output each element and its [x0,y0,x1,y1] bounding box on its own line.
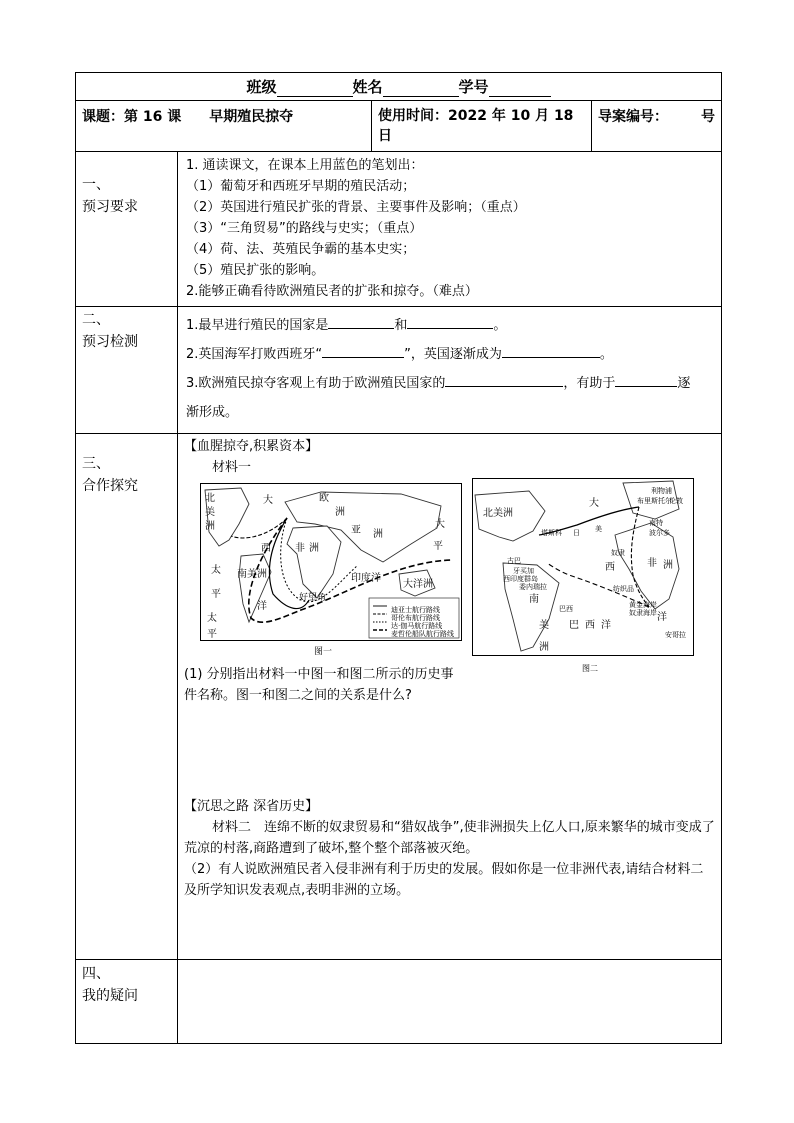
map-label: 北美洲 [483,508,513,519]
map-label: 大 [589,498,599,509]
legend-item: 达·伽马航行路线 [391,622,443,630]
map-label: 大 [263,495,273,506]
map-label: 西 [585,620,595,631]
map-label: 欧 [319,493,329,504]
map-label: 非 [647,558,657,569]
map-label: 南特 [649,519,663,527]
header-row [76,73,722,101]
check-question-3-cont: 渐形成。 [186,405,239,420]
map-label: 太 [211,565,221,576]
q3-text: 3.欧洲殖民掠夺客观上有助于欧洲殖民国家的 [186,376,446,391]
preview-line: （2）英国进行殖民扩张的背景、主要事件及影响；（重点） [186,200,526,215]
q2-text: ”，英国逐渐成为 [404,347,502,362]
heading-reflection: 【沉思之路 深省历史】 [184,799,319,814]
student-id-field[interactable] [489,96,551,97]
map-label: 美 [595,525,602,533]
map-label: 奴隶 [611,549,625,557]
map-label: 平 [433,541,443,552]
figure-1-caption: 图一 [314,647,333,657]
code-suffix: 号 [701,109,716,125]
check-question-3 [186,369,713,398]
map-label: 美 [539,620,549,631]
section-label-explore [76,434,178,960]
topic-cell [76,101,372,152]
map-label: 洋 [657,612,667,623]
name-label: 姓名 [352,78,383,96]
figure-1-map [200,483,462,641]
map-label: 洲 [663,560,673,571]
map-label: 南 [529,594,539,605]
map-label: 利物浦 [651,487,672,495]
preview-content [178,152,722,307]
map-label: 委内瑞拉 [519,583,547,591]
question-1: (1) 分别指出材料一中图一和图二所示的历史事件名称。图一和图二之间的关系是什么? [184,667,454,703]
map-label: 南美洲 [237,569,267,580]
map-label: 西 [261,543,271,554]
map-label: 大 [435,519,445,530]
answer-blank[interactable] [407,314,493,329]
q3-text: 逐 [677,376,691,391]
section-number: 二、 [82,312,110,328]
map-label: 黄金海岸 [629,601,657,609]
section-number: 三、 [82,456,110,472]
map-label: 大洋洲 [403,579,433,590]
answer-blank[interactable] [445,372,563,387]
check-question-2 [186,340,713,369]
answer-blank[interactable] [328,314,394,329]
q1-text: 和 [394,318,408,333]
map-label: 西印度群岛 [503,575,538,583]
section-number: 四、 [82,966,110,982]
material-1-label: 材料一 [212,460,252,475]
section-title: 预习检测 [82,334,138,350]
q1-text: 1.最早进行殖民的国家是 [186,318,329,333]
figure-2-caption: 图二 [582,664,598,673]
map-label: 纺织品 [613,585,634,593]
check-content [178,307,722,434]
map-label: 波尔多 [649,529,670,537]
legend-item: 麦哲伦船队航行路线 [391,630,454,638]
q2-text: 2.英国海军打败西班牙“ [186,347,323,362]
map-label: 印度洋 [351,573,381,584]
map-label: 好望角 [299,593,327,603]
q1-text: 。 [493,318,507,333]
map-label: 美 [205,507,215,518]
map-label: 牙买加 [513,567,534,575]
map-label: 洲 [309,543,319,554]
section-title: 我的疑问 [82,988,138,1004]
section-title: 预习要求 [82,199,138,215]
map-label: 奴隶海岸 [629,609,657,617]
map-label: 安哥拉 [665,631,686,639]
preview-line: 1. 通读课文，在课本上用蓝色的笔划出： [186,158,424,173]
code-cell [592,101,722,152]
legend-item: 迪亚士航行路线 [391,606,440,614]
map-label: 古巴 [507,557,521,565]
figure-2-map [472,478,694,656]
answer-blank[interactable] [615,372,677,387]
section-label-preview [76,152,178,307]
map-label: 平 [207,629,217,640]
heading-bloody-plunder: 【血腥掠夺,积累资本】 [184,439,319,454]
map-label: 伦敦 [669,497,683,505]
student-info-cell [76,73,722,101]
map-label: 塔斯科 [541,529,562,537]
section-preview-row [76,152,722,307]
student-id-label: 学号 [458,78,489,96]
map-label: 洲 [205,521,215,532]
preview-line: （4）荷、法、英殖民争霸的基本史实； [186,242,416,257]
time-cell [372,101,592,152]
map-label: 洲 [373,529,383,540]
map-label: 平 [211,589,221,600]
map-label: 日 [573,529,580,537]
class-label: 班级 [246,78,277,96]
map-label: 非 [295,543,305,554]
section-label-check [76,307,178,434]
section-explore-row [76,434,722,960]
map-label: 亚 [351,525,361,536]
map-label: 北 [205,493,215,504]
section-questions-row [76,960,722,1044]
section-check-row [76,307,722,434]
preview-line: （3）“三角贸易”的路线与史实；（重点） [186,221,423,236]
code-label: 导案编号： [598,109,668,125]
topic-text: 课题：第 16 课 早期殖民掠夺 [82,109,294,125]
section-title: 合作探究 [82,478,138,494]
answer-blank[interactable] [502,343,600,358]
name-field[interactable] [383,96,459,97]
question-2: （2）有人说欧洲殖民者入侵非洲有利于历史的发展。假如你是一位非洲代表,请结合材料二及所学知识发表观点,表明非洲的立场。 [184,862,704,898]
q2-text: 。 [599,347,613,362]
section-number: 一、 [82,177,110,193]
preview-line: （1）葡萄牙和西班牙早期的殖民活动； [186,179,416,194]
preview-line: （5）殖民扩张的影响。 [186,263,325,278]
map-label: 洲 [539,642,549,653]
map-label: 巴 [569,620,579,631]
my-questions-area[interactable] [178,960,722,1044]
figures-area [184,478,715,673]
explore-content [178,434,722,960]
answer-blank[interactable] [322,343,404,358]
preview-line: 2.能够正确看待欧洲殖民者的扩张和掠夺。（难点） [186,284,478,299]
q3-text: ，有助于 [563,376,616,391]
map-label: 太 [207,613,217,624]
info-row [76,101,722,152]
map-label: 布里斯托尔 [637,497,672,505]
class-field[interactable] [277,96,353,97]
map-label: 洲 [335,507,345,518]
map-label: 西 [605,562,615,573]
worksheet [75,72,721,1044]
map-label: 洋 [601,620,611,631]
section-label-questions [76,960,178,1044]
material-2-text: 材料二 连绵不断的奴隶贸易和“猎奴战争”,使非洲损失上亿人口,原来繁华的城市变成了荒凉的村落,商路遭到了破坏,整个整个部落被灭绝。 [184,820,715,856]
legend-item: 哥伦布航行路线 [391,614,440,622]
map-label: 巴西 [559,605,573,613]
usage-time-text: 使用时间：2022 年 10 月 18 日 [378,108,574,144]
check-question-1 [186,311,713,340]
map-label: 洋 [257,601,267,612]
worksheet-table [75,72,722,1044]
